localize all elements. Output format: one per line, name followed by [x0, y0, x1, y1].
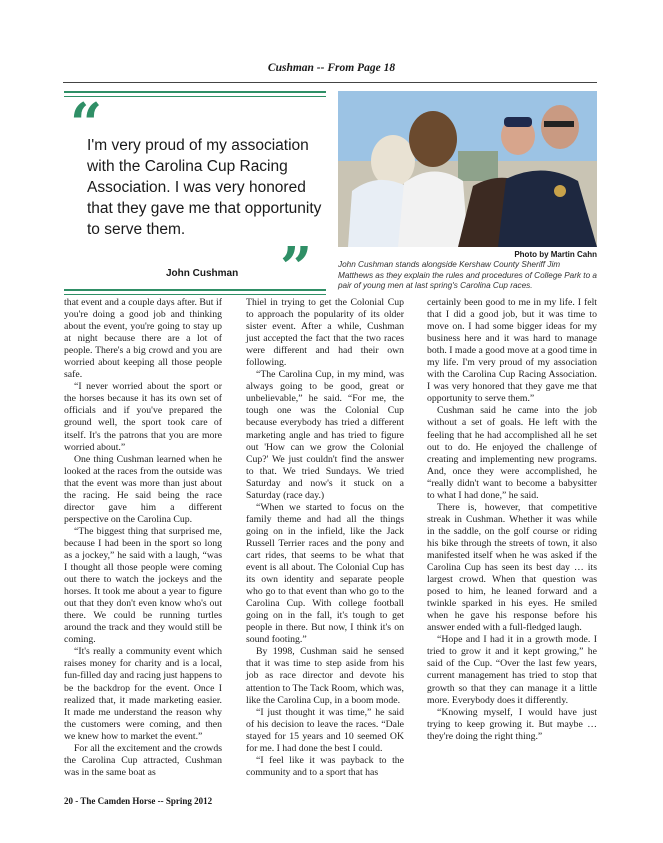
open-quote-mark-icon: “ — [70, 91, 103, 157]
photo-credit: Photo by Martin Cahn — [514, 250, 597, 259]
paragraph: “The biggest thing that surprised me, because I had been in the sport so long as a jockey,” he said with a laugh, “was I thought all those people were coming out there to watch the jockeys and the horses. It took me about a year to figure out that they don't even know who's out there. We could be running turtles around the track and they would still be coming. — [64, 525, 222, 646]
paragraph: certainly been good to me in my life. I felt that I did a good job, but it was time to move on. I had some bigger ideas for my business here and it was hard to manage both. I made a good move at a good time in my life. I'm very proud of my association with the Carolina Cup Racing Association. I was very honored that they gave me that opportunity to serve them.” — [427, 297, 597, 405]
quote-bottom-rule — [64, 289, 326, 291]
paragraph: “Hope and I had it in a growth mode. I tried to grow it and it kept growing,” he said of the Cup. “Over the last few years, current management has tried to stop that growth so that they can manage it a little more. Everybody does it differently. — [427, 634, 597, 706]
paragraph: There is, however, that competitive streak in Cushman. Whether it was while in the saddle, on the golf course or riding his bike through the streets of town, it also manifested itself when he was asked if the Carolina Cup has seen its best day … its largest crowd. When that question was posed to him, he leaned forward and a twinkle sparked in his eyes. He smiled when he gave his response before his answer ended with a full-fledged laugh. — [427, 501, 597, 634]
paragraph: “The Carolina Cup, in my mind, was always going to be good, great or unbelievable,” he said. “For me, the tough one was the Colonial Cup because everybody has tried a different marketing angle and has tried to figure out 'How can we grow the Colonial Cup?' We just couldn't find the answer to that. We tried Sundays. We tried Saturday and now's it stuck on a Saturday (race day.) — [246, 369, 404, 501]
photo-illustration — [338, 91, 597, 247]
pull-quote-author: John Cushman — [166, 268, 239, 279]
paragraph: Cushman said he came into the job without a set of goals. He left with the feeling that he had accomplished all he set out to do. He enjoyed the challenge of creating and implementing new programs. And, once they were accomplished, he “really didn't want to become a babysitter to what I had done,” he said. — [427, 405, 597, 501]
page-header: Cushman -- From Page 18 — [267, 62, 396, 74]
photo-caption: John Cushman stands alongside Kershaw County Sheriff Jim Matthews as they explain the rules and procedures of College Park to a pair of young men at last spring's Carolina Cup races. — [338, 260, 597, 291]
article-column-1 — [64, 297, 222, 779]
paragraph: “I just thought it was time,” he said of his decision to leave the races. “Dale stayed for 15 years and 10 seemed OK for me. I had done the best I could. — [246, 706, 404, 754]
paragraph: “When we started to focus on the family theme and had all the things going on in the infield, like the Jack Russell Terrier races and the pony and cart rides, that seems to be what that event is all about. The Colonial Cup has its own identity and separate people who go to that event than who go to the Carolina Cup. With college football going on in the fall, it's tough to get people in there. But now, I think it's on sound footing.” — [246, 501, 404, 646]
paragraph: “I never worried about the sport or the horses because it has its own set of officials and if you've prepared the ground well, the sport took care of itself. It's the patrons that you are more worried about.” — [64, 381, 222, 453]
paragraph: that event and a couple days after. But if you're doing a good job and thinking about the event, you're going to stay up at night because there are a lot of people. There's a big crowd and you are worried about keeping all those people safe. — [64, 297, 222, 381]
paragraph: “I feel like it was payback to the community and to a sport that has — [246, 754, 404, 778]
pull-quote-text: I'm very proud of my association with the Carolina Cup Racing Association. I was very honored that they gave me that opportunity to serve them. — [87, 137, 322, 238]
paragraph: One thing Cushman learned when he looked at the races from the outside was that the event was more than just about the racing. He said being the race director gave him a different perspective on the Carolina Cup. — [64, 453, 222, 525]
header-rule — [63, 82, 597, 83]
paragraph: For all the excitement and the crowds the Carolina Cup attracted, Cushman was in the same boat as — [64, 742, 222, 778]
close-quote-mark-icon: ” — [280, 235, 313, 301]
quote-top-rule-thin — [64, 96, 326, 97]
page-footer: 20 - The Camden Horse -- Spring 2012 — [64, 796, 213, 806]
paragraph: “Knowing myself, I would have just trying to keep growing it. But maybe … they're doing the right thing.” — [427, 706, 597, 742]
paragraph: “It's really a community event which raises money for charity and is a local, fun-filled day and racing just happens to be the backdrop for the event. Once I realized that, it made marketing easier. It made me understand the reason why the customers were coming, and then we knew how to market the event.” — [64, 646, 222, 742]
quote-top-rule — [64, 91, 326, 93]
article-photo — [338, 91, 597, 247]
quote-bottom-rule-thin — [64, 294, 326, 295]
article-column-2 — [246, 297, 404, 779]
paragraph: By 1998, Cushman said he sensed that it was time to step aside from his job as race director and devote his attention to The Tack Room, which was, like the Carolina Cup, in a boom mode. — [246, 646, 404, 706]
article-column-3 — [427, 297, 597, 743]
paragraph: Thiel in trying to get the Colonial Cup to approach the popularity of its older sister event. After a while, Cushman just accepted the fact that the two races were different and had their own following. — [246, 297, 404, 369]
